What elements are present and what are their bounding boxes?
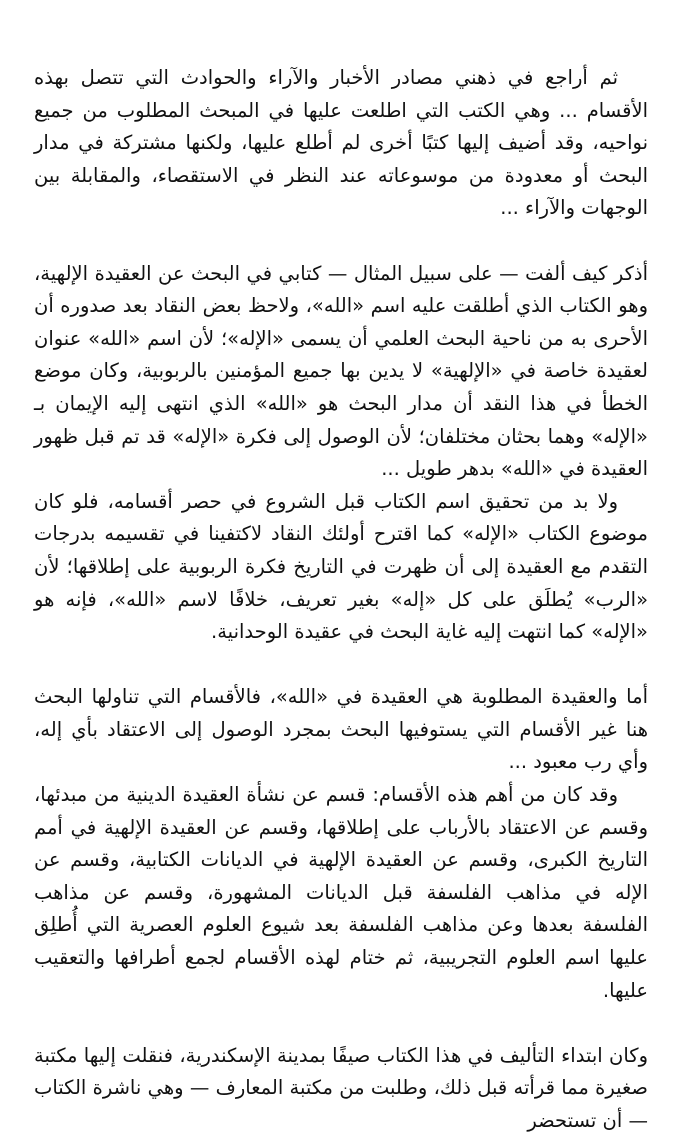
paragraph-gap (34, 649, 648, 682)
paragraph-book-title-example: أذكر كيف ألفت — على سبيل المثال — كتابي في البحث عن العقيدة الإلهية، وهو الكتاب الذي أطلقت عليه اسم «الله»، ولاحظ بعض النقاد بعد صدوره أن الأحرى به من ناحية البحث العلمي أن يسمى «الإله»؛ لأن اسم «الله» عنوان لعقيدة خاصة في «الإلهية» لا يدين بها جميع المؤمنين بالربوبية، وكان موضع الخطأ في هذا النقد أن مدار البحث هو «الله» الذي انتهى إليه الإيمان بـ «الإله» وهما بحثان مختلفان؛ لأن الوصول إلى فكرة «الإله» قد تم قبل ظهور العقيدة في «الله» بدهر طويل ... (34, 261, 648, 481)
document-page (34, 62, 648, 1138)
paragraph-main-sections: وقد كان من أهم هذه الأقسام: قسم عن نشأة العقيدة الدينية من مبدئها، وقسم عن الاعتقاد بالأرباب على إطلاقها، وقسم عن العقيدة الإلهية في أمم التاريخ الكبرى، وقسم عن العقيدة الإلهية في الديانات الكتابية، وقسم عن الإله في مذاهب الفلسفة قبل الديانات المشهورة، وقسم عن مذاهب الفلسفة بعدها وعن مذاهب الفلسفة بعد شيوع العلوم العصرية التي أُطلِق عليها اسم العلوم التجريبية، ثم ختام لهذه الأقسام لجمع أطرافها والتعقيب عليها. (34, 783, 648, 1002)
paragraph-title-verification: ولا بد من تحقيق اسم الكتاب قبل الشروع في حصر أقسامه، فلو كان موضوع الكتاب «الإله» كما اقترح أولئك النقاد لاكتفينا في تقسيمه بدرجات التقدم مع العقيدة إلى أن ظهرت في التاريخ فكرة الربوبية على إطلاقها؛ لأن «الرب» يُطلَق على كل «إله» بغير تعريف، خلافًا لاسم «الله»، فإنه هو «الإله» كما انتهت إليه غاية البحث في عقيدة الوحدانية. (34, 489, 648, 644)
paragraph-gap (34, 1007, 648, 1040)
paragraph-sources: ثم أراجع في ذهني مصادر الأخبار والآراء والحوادث التي تتصل بهذه الأقسام ... وهي الكتب التي اطلعت عليها في المبحث المطلوب من جميع نواحيه، وقد أضيف إليها كتبًا أخرى لم أطلع عليها، ولكنها مشتركة في مدار البحث أو معدودة من موسوعاته عند النظر في الاستقصاء، والمقابلة بين الوجهات والآراء ... (34, 66, 648, 220)
paragraph-writing-start: وكان ابتداء التأليف في هذا الكتاب صيفًا بمدينة الإسكندرية، فنقلت إليها مكتبة صغيرة مما قرأته قبل ذلك، وطلبت من مكتبة المعارف — وهي ناشرة الكتاب — أن تستحضر (34, 1043, 648, 1132)
paragraph-gap (34, 225, 648, 258)
paragraph-required-belief: أما والعقيدة المطلوبة هي العقيدة في «الله»، فالأقسام التي تناولها البحث هنا غير الأقسام التي يستوفيها البحث بمجرد الوصول إلى الاعتقاد بأي إله، وأي رب معبود ... (34, 685, 648, 774)
